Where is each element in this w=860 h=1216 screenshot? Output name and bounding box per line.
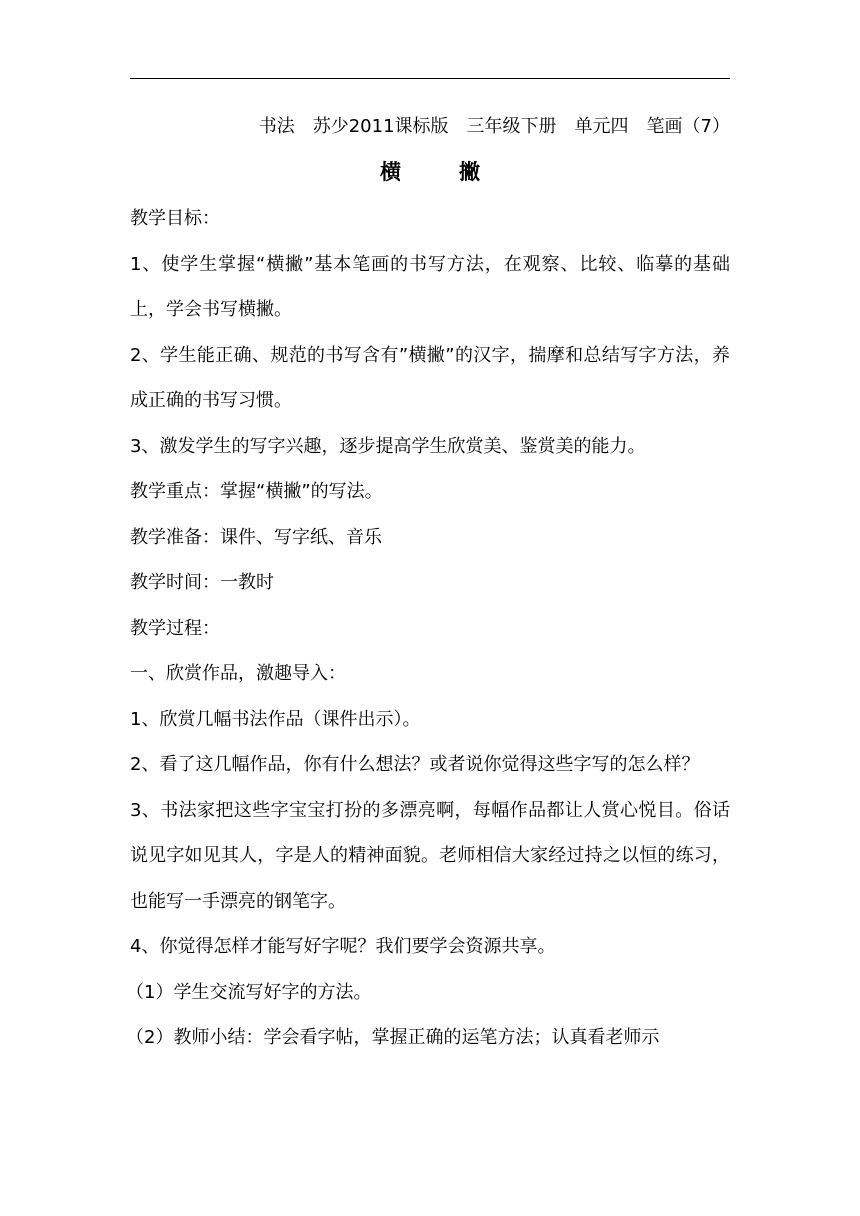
paragraph-goal-3: 3、激发学生的写字兴趣，逐步提高学生欣赏美、鉴赏美的能力。 <box>130 435 646 457</box>
paragraph-goals-heading: 教学目标： <box>130 208 220 229</box>
paragraph-goal-2: 2、学生能正确、规范的书写含有”横撇”的汉字，揣摩和总结写字方法，养成正确的书写习惯。 <box>130 344 730 411</box>
paragraph-step-4: 4、你觉得怎样才能写好字呢？我们要学会资源共享。 <box>130 936 556 957</box>
title-char-2: 撇 <box>459 160 480 184</box>
paragraph-time: 教学时间：一教时 <box>130 572 274 593</box>
page-header: 书法 苏少2011课标版 三年级下册 单元四 笔画（7） <box>258 116 730 137</box>
document-title <box>130 155 730 189</box>
paragraph-section-1-heading: 一、欣赏作品，激趣导入： <box>130 663 346 684</box>
paragraph-step-2: 2、看了这几幅作品，你有什么想法？或者说你觉得这些字写的怎么样？ <box>130 754 700 775</box>
paragraph-goal-1: 1、使学生掌握“横撇”基本笔画的书写方法，在观察、比较、临摹的基础上，学会书写横撇。 <box>130 253 730 320</box>
paragraph-sub-1: （1）学生交流写好字的方法。 <box>126 981 372 1003</box>
paragraph-preparation: 教学准备：课件、写字纸、音乐 <box>130 526 382 548</box>
paragraph-step-1: 1、欣赏几幅书法作品（课件出示）。 <box>130 708 421 730</box>
paragraph-step-3: 3、书法家把这些字宝宝打扮的多漂亮啊，每幅作品都让人赏心悦目。俗话说见字如见其人，字是人的精神面貌。老师相信大家经过持之以恒的练习，也能写一手漂亮的钢笔字。 <box>130 799 730 912</box>
header-rule <box>130 78 730 79</box>
title-char-1: 横 <box>380 160 401 184</box>
paragraph-process-heading: 教学过程： <box>130 617 220 639</box>
paragraph-key-point: 教学重点：掌握“横撇”的写法。 <box>130 481 383 502</box>
paragraph-sub-2: （2）教师小结：学会看字帖，掌握正确的运笔方法；认真看老师示 <box>126 1027 660 1048</box>
document-body <box>126 196 730 1061</box>
